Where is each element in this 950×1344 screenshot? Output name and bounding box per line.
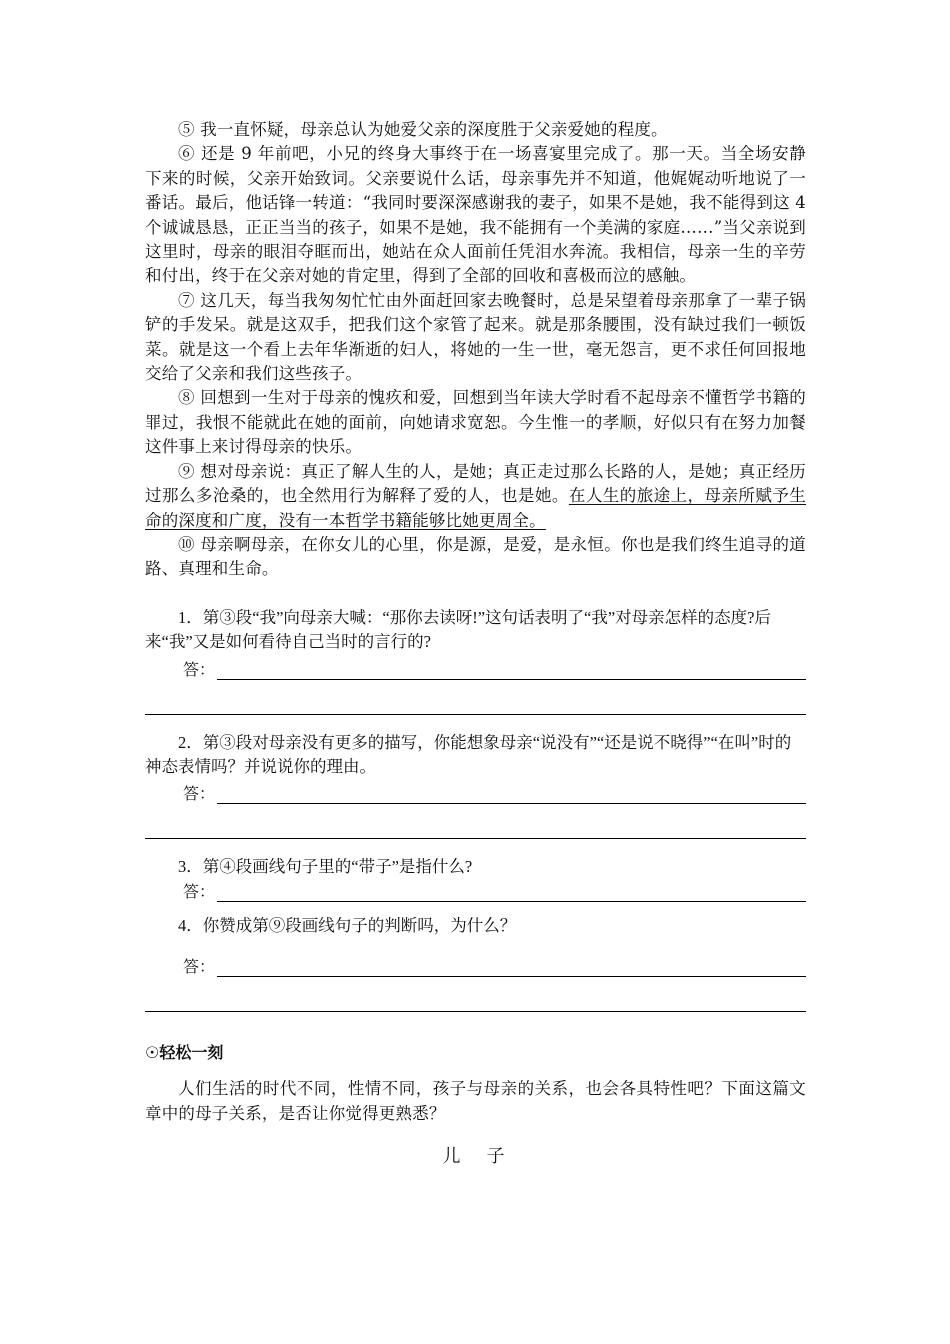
paragraph-6: ⑥ 还是 9 年前吧，小兄的终身大事终于在一场喜宴里完成了。那一天。当全场安静下来的时候，父亲开始致词。父亲要说什么话，母亲事先并不知道，他娓娓动听地说了一番话。最后，他话锋一转道：“我同时要深深感谢我的妻子，如果不是她，我不能得到这 4 个诚诚恳恳，正正当当的孩子，如果不是她，我不能拥有一个美满的家庭……”当父亲说到这里时，母亲的眼泪夺眶而出，她站在众人面前任凭泪水奔流。我相信，母亲一生的辛劳和付出，终于在父亲对她的肯定里，得到了全部的回收和喜极而泣的感触。 (145, 144, 806, 286)
article-title: 儿 子 (442, 1145, 509, 1167)
answer-label: 答： (183, 957, 216, 977)
answer-label: 答： (183, 659, 216, 679)
paragraph-9-text: ⑨ 想对母亲说：真正了解人生的人，是她；真正走过那么长路的人，是她；真正经历过那么多沧桑的，也全然用行为解释了爱的人，也是她。 (145, 461, 806, 506)
answer-line[interactable] (217, 960, 806, 977)
answer-line[interactable] (217, 885, 806, 902)
question-1: 1．第③段“我”向母亲大喊：“那你去读呀!”这句话表明了“我”对母亲怎样的态度?后来“我”又是如何看待自己当时的言行的? (145, 607, 772, 652)
answer-line[interactable] (217, 787, 806, 804)
section-intro: 人们生活的时代不同，性情不同，孩子与母亲的关系，也会各具特性吧？下面这篇文章中的母子关系，是否让你觉得更熟悉？ (145, 1079, 806, 1123)
answer-3[interactable] (183, 880, 806, 902)
answer-2[interactable] (183, 779, 806, 804)
paragraph-8: ⑧ 回想到一生对于母亲的愧疚和爱，回想到当年读大学时看不起母亲不懂哲学书籍的罪过，我恨不能就此在她的面前，向她请求宽恕。今生惟一的孝顺，好似只有在努力加餐这件事上来讨得母亲的快乐。 (145, 388, 806, 457)
answer-label: 答： (183, 784, 216, 804)
paragraph-9-underlined-sentence: 在人生的旅途上，母亲所赋予生命的深度和广度，没有一本哲学书籍能够比她更周全。 (145, 486, 806, 530)
paragraph-9 (145, 460, 806, 533)
paragraph-7: ⑦ 这几天，每当我匆匆忙忙由外面赶回家去晚餐时，总是呆望着母亲那拿了一辈子锅铲的手发呆。就是这双手，把我们这个家管了起来。就是那条腰围，没有缺过我们一顿饭菜。就是这一个看上去年华渐逝的妇人，将她的一生一世，毫无怨言，更不求任何回报地交给了父亲和我们这些孩子。 (145, 290, 806, 384)
answer-line[interactable] (217, 663, 806, 680)
answer-4[interactable] (183, 952, 806, 977)
paragraph-5: ⑤ 我一直怀疑，母亲总认为她爱父亲的深度胜于父亲爱她的程度。 (178, 120, 668, 139)
question-3: 3．第④段画线句子里的“带子”是指什么? (178, 857, 473, 877)
question-4: 4．你赞成第⑨段画线句子的判断吗，为什么？ (178, 915, 517, 935)
question-2: 2．第③段对母亲没有更多的描写，你能想象母亲“说没有”“还是说不晓得”“在叫”时的神态表情吗？并说说你的理由。 (145, 732, 792, 776)
document-page (145, 118, 806, 1168)
answer-label: 答： (183, 881, 216, 901)
section-heading: ☉轻松一刻 (145, 1043, 224, 1063)
answer-1[interactable] (183, 655, 806, 680)
paragraph-10: ⑩ 母亲啊母亲，在你女儿的心里，你是源，是爱，是永恒。你也是我们终生追寻的道路、真理和生命。 (145, 534, 806, 579)
